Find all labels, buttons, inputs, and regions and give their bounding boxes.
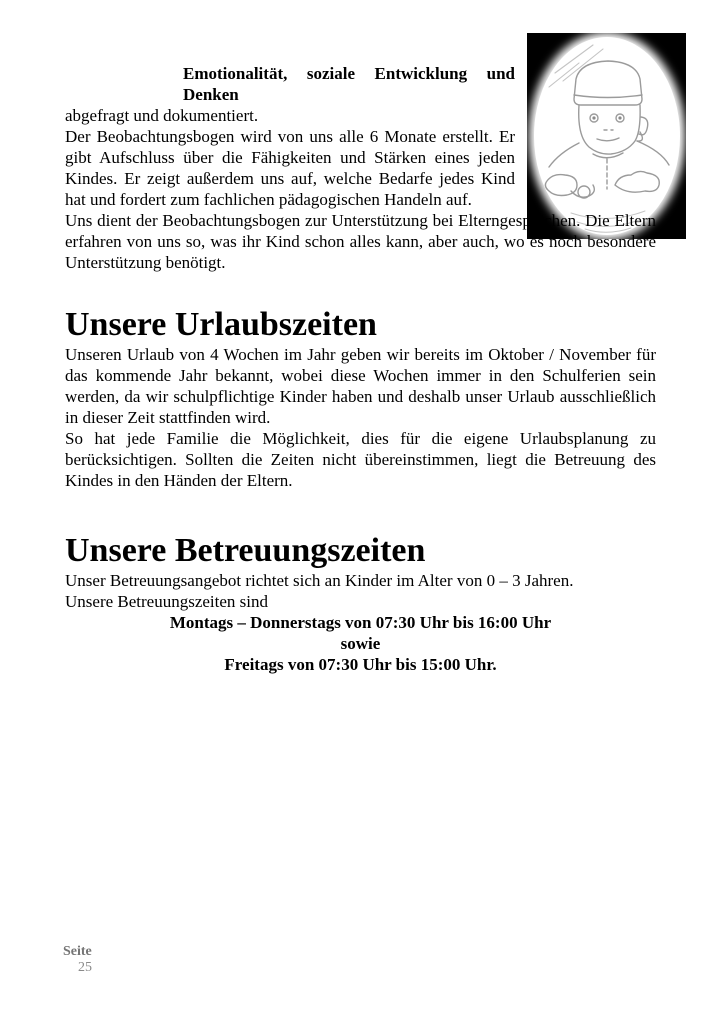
page-footer <box>63 944 92 976</box>
footer-seite-label: Seite <box>63 944 92 959</box>
care-times-connector: sowie <box>340 634 381 653</box>
page-number: 25 <box>78 960 92 975</box>
section-subheading: Emotionalität, soziale Entwicklung und Denken <box>183 64 515 104</box>
care-times-line-2: Freitags von 07:30 Uhr bis 15:00 Uhr. <box>224 655 497 674</box>
care-times-line-1: Montags – Donnerstags von 07:30 Uhr bis 16:00 Uhr <box>169 613 552 632</box>
page-content <box>65 0 656 675</box>
paragraph-intro-3: Uns dient der Beobachtungsbogen zur Unterstützung bei Elterngesprächen. Die Eltern erfahren von uns so, was ihr Kind schon alles kann, aber auch, wo es noch besondere Unterstützung benötigt. <box>65 211 656 272</box>
paragraph-betreuung-1: Unser Betreuungsangebot richtet sich an Kinder im Alter von 0 – 3 Jahren. <box>65 571 574 590</box>
heading-urlaubszeiten: Unsere Urlaubszeiten <box>65 306 377 343</box>
paragraph-intro-2: Der Beobachtungsbogen wird von uns alle 6 Monate erstellt. Er gibt Aufschluss über die Fähigkeiten und Stärken eines jeden Kindes. Er zeigt außerdem uns auf, welche Bedarfe jedes Kind hat und fordert zum fachlichen pädagogischen Handeln auf. <box>65 127 515 209</box>
paragraph-urlaub-1: Unseren Urlaub von 4 Wochen im Jahr geben wir bereits im Oktober / November für das kommende Jahr bekannt, wobei diese Wochen immer in den Schulferien sein werden, da wir schulpflichtige Kinder haben und deshalb unser Urlaub ausschließlich in dieser Zeit stattfinden wird. <box>65 345 656 427</box>
paragraph-urlaub-2: So hat jede Familie die Möglichkeit, dies für die eigene Urlaubsplanung zu berücksichtigen. Sollten die Zeiten nicht übereinstimmen, liegt die Betreuung des Kindes in den Händen der Eltern. <box>65 429 656 490</box>
paragraph-betreuung-2: Unsere Betreuungszeiten sind <box>65 592 268 611</box>
paragraph-intro-1: abgefragt und dokumentiert. <box>65 106 259 125</box>
heading-betreuungszeiten: Unsere Betreuungszeiten <box>65 532 426 569</box>
